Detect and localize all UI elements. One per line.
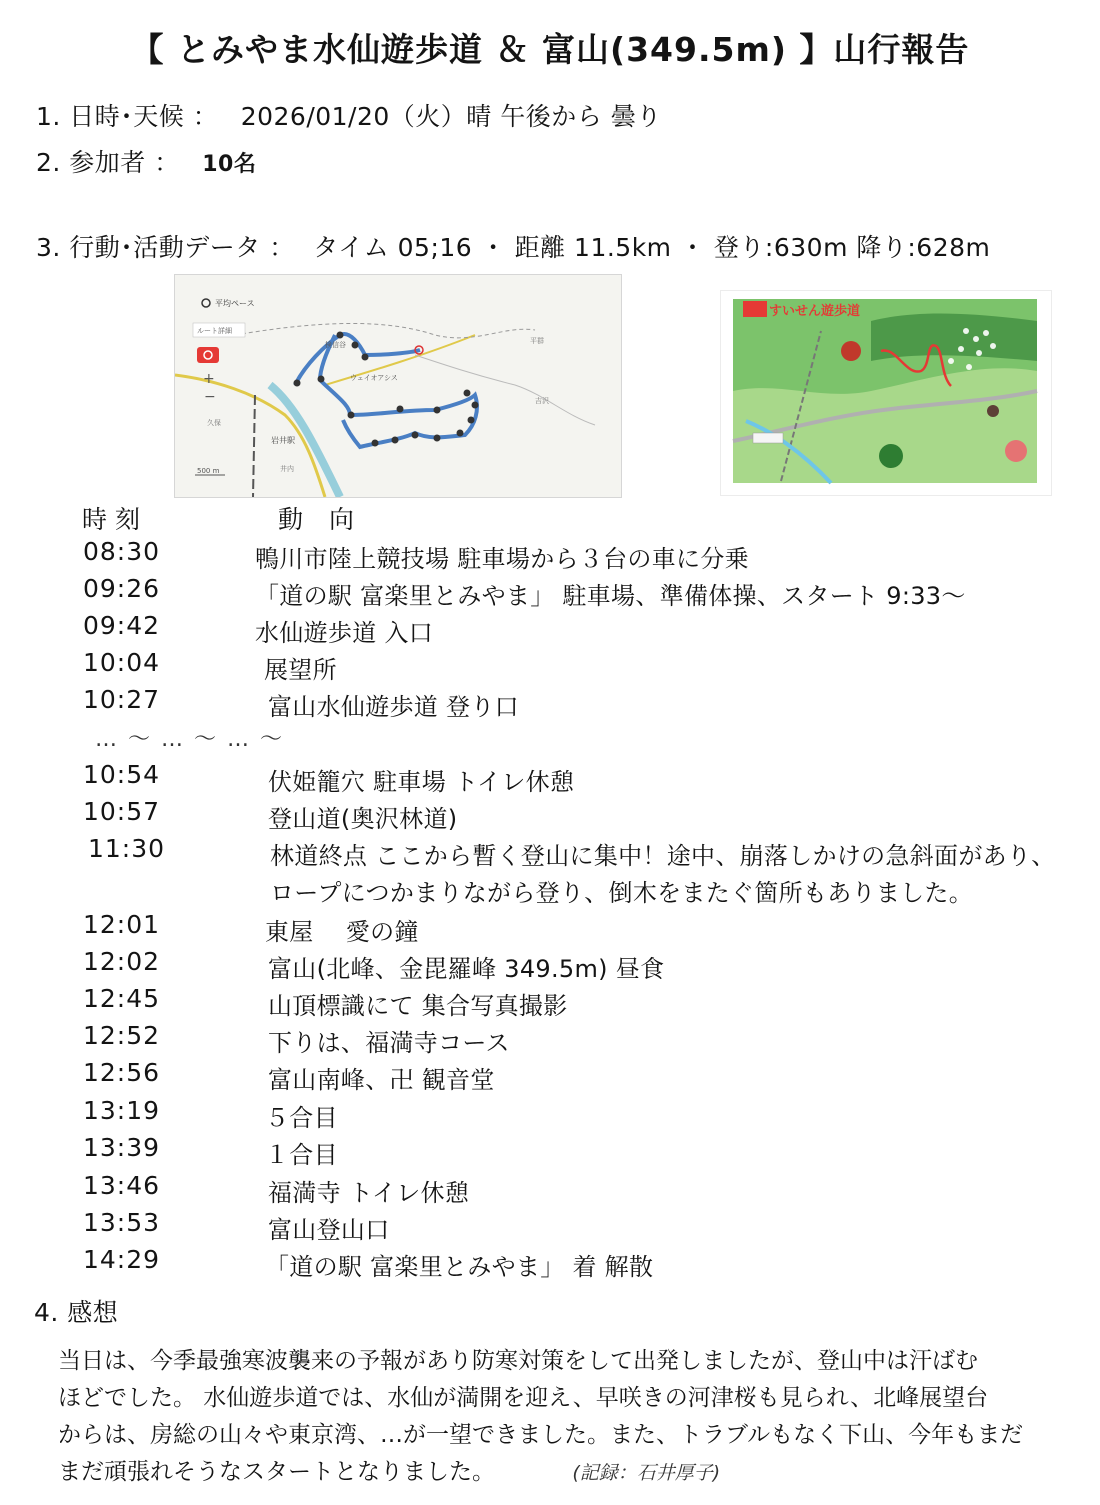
timeline-time: 12:02: [83, 947, 161, 976]
route-map: [174, 274, 622, 498]
map-place-5: 吉沢: [535, 397, 549, 405]
timeline-event: 富山登山口: [268, 1216, 390, 1244]
timeline-time: 13:53: [83, 1208, 161, 1237]
timeline-event: 「道の駅 富楽里とみやま」 駐車場、準備体操、スタート 9:33～: [255, 582, 966, 610]
timeline-event: 福満寺 トイレ休憩: [268, 1179, 470, 1207]
page-title: 【 とみやま水仙遊歩道 ＆ 富山(349.5m) 】山行報告: [130, 30, 970, 69]
timeline-event: 富山南峰、卍 観音堂: [268, 1066, 495, 1094]
participants-row: [36, 143, 256, 179]
timeline-time: 13:39: [83, 1133, 161, 1162]
timeline-header-action: 動 向: [278, 505, 354, 534]
map-scale: 500 m: [197, 467, 220, 475]
timeline-event: 富山(北峰、金毘羅峰 349.5m) 昼食: [268, 955, 665, 983]
timeline-event: 下りは、福満寺コース: [268, 1029, 510, 1057]
impressions-last-line: [58, 1453, 720, 1486]
timeline-time: 12:56: [83, 1058, 161, 1087]
timeline-time: 12:01: [83, 910, 161, 939]
map-place-1: 検信谷: [325, 341, 346, 349]
timeline-event: 水仙遊歩道 入口: [255, 619, 434, 647]
illustrated-map: [720, 290, 1052, 496]
illustrated-map-graphic: [721, 291, 1051, 495]
map-place-3: 平群: [530, 337, 544, 345]
illustrated-map-title: すいせん遊歩道: [769, 304, 861, 319]
impressions-label: 4. 感想: [34, 1298, 119, 1327]
map-place-2: ウェイオアシス: [350, 374, 398, 382]
svg-text:+: +: [203, 371, 215, 387]
date-weather-row: [36, 97, 662, 133]
map-place-6: 井内: [280, 465, 294, 473]
timeline-time: 11:30: [88, 834, 166, 863]
timeline-time: 13:19: [83, 1096, 161, 1125]
timeline-event: 伏姫籠穴 駐車場 トイレ休憩: [268, 768, 575, 796]
date-weather-value: 2026/01/20（火）晴 午後から 曇り: [240, 102, 662, 131]
activity-data-label: 3. 行動･活動データ ：: [36, 233, 295, 262]
map-base-label: 平均ペース: [215, 299, 255, 308]
timeline-time: 10:54: [83, 760, 161, 789]
map-place-4: 久保: [207, 419, 221, 427]
date-weather-label: 1. 日時･天候 ：: [36, 102, 219, 131]
timeline-event: ５合目: [265, 1104, 338, 1132]
timeline-event-continued: ロープにつかまりながら登り、倒木をまたぐ箇所もありました。: [270, 879, 974, 907]
svg-text:−: −: [204, 389, 216, 405]
participants-label: 2. 参加者 ：: [36, 148, 180, 177]
timeline-event: 林道終点 ここから暫く登山に集中！途中、崩落しかけの急斜面があり、: [270, 842, 1056, 870]
impressions-line: まだ頑張れそうなスタートとなりました。: [58, 1459, 495, 1485]
timeline-event: 山頂標識にて 集合写真撮影: [268, 992, 568, 1020]
timeline-time: 12:52: [83, 1021, 161, 1050]
map-route-detail: ルート詳細: [197, 327, 232, 335]
recorder-credit: (記録：石井厚子): [572, 1462, 721, 1484]
timeline-time: 12:45: [83, 984, 161, 1013]
timeline-time: 10:27: [83, 685, 161, 714]
impressions-line: からは、房総の山々や東京湾、…が一望できました。また、トラブルもなく下山、今年もまだ: [58, 1422, 1024, 1448]
activity-data-value: タイム 05;16 ・ 距離 11.5km ・ 登り:630m 降り:628m: [313, 233, 991, 262]
timeline-event: 展望所: [264, 656, 337, 684]
impressions-line: ほどでした。 水仙遊歩道では、水仙が満開を迎え、早咲きの河津桜も見られ、北峰展望台: [58, 1385, 989, 1411]
timeline-ellipsis: … ～ … ～ … ～: [95, 727, 284, 752]
timeline-event: 「道の駅 富楽里とみやま」 着 解散: [265, 1253, 654, 1281]
map-station-label: 岩井駅: [271, 436, 295, 445]
timeline-time: 08:30: [83, 537, 161, 566]
participants-value: 10名: [202, 152, 257, 177]
timeline-event: １合目: [265, 1141, 338, 1169]
timeline-time: 10:57: [83, 797, 161, 826]
timeline-time: 10:04: [83, 648, 161, 677]
timeline-header-time: 時 刻: [82, 505, 140, 534]
timeline-event: 富山水仙遊歩道 登り口: [268, 693, 519, 721]
activity-data-row: [36, 228, 990, 264]
timeline-event: 登山道(奥沢林道): [268, 805, 458, 833]
impressions-line: 当日は、今季最強寒波襲来の予報があり防寒対策をして出発しましたが、登山中は汗ばむ: [58, 1348, 978, 1374]
timeline-time: 09:42: [83, 611, 161, 640]
timeline-time: 13:46: [83, 1171, 161, 1200]
timeline-time: 09:26: [83, 574, 161, 603]
timeline-event: 鴨川市陸上競技場 駐車場から３台の車に分乗: [255, 545, 749, 573]
route-map-graphic: [175, 275, 621, 497]
timeline-event: 東屋 愛の鐘: [265, 918, 419, 946]
timeline-time: 14:29: [83, 1245, 161, 1274]
